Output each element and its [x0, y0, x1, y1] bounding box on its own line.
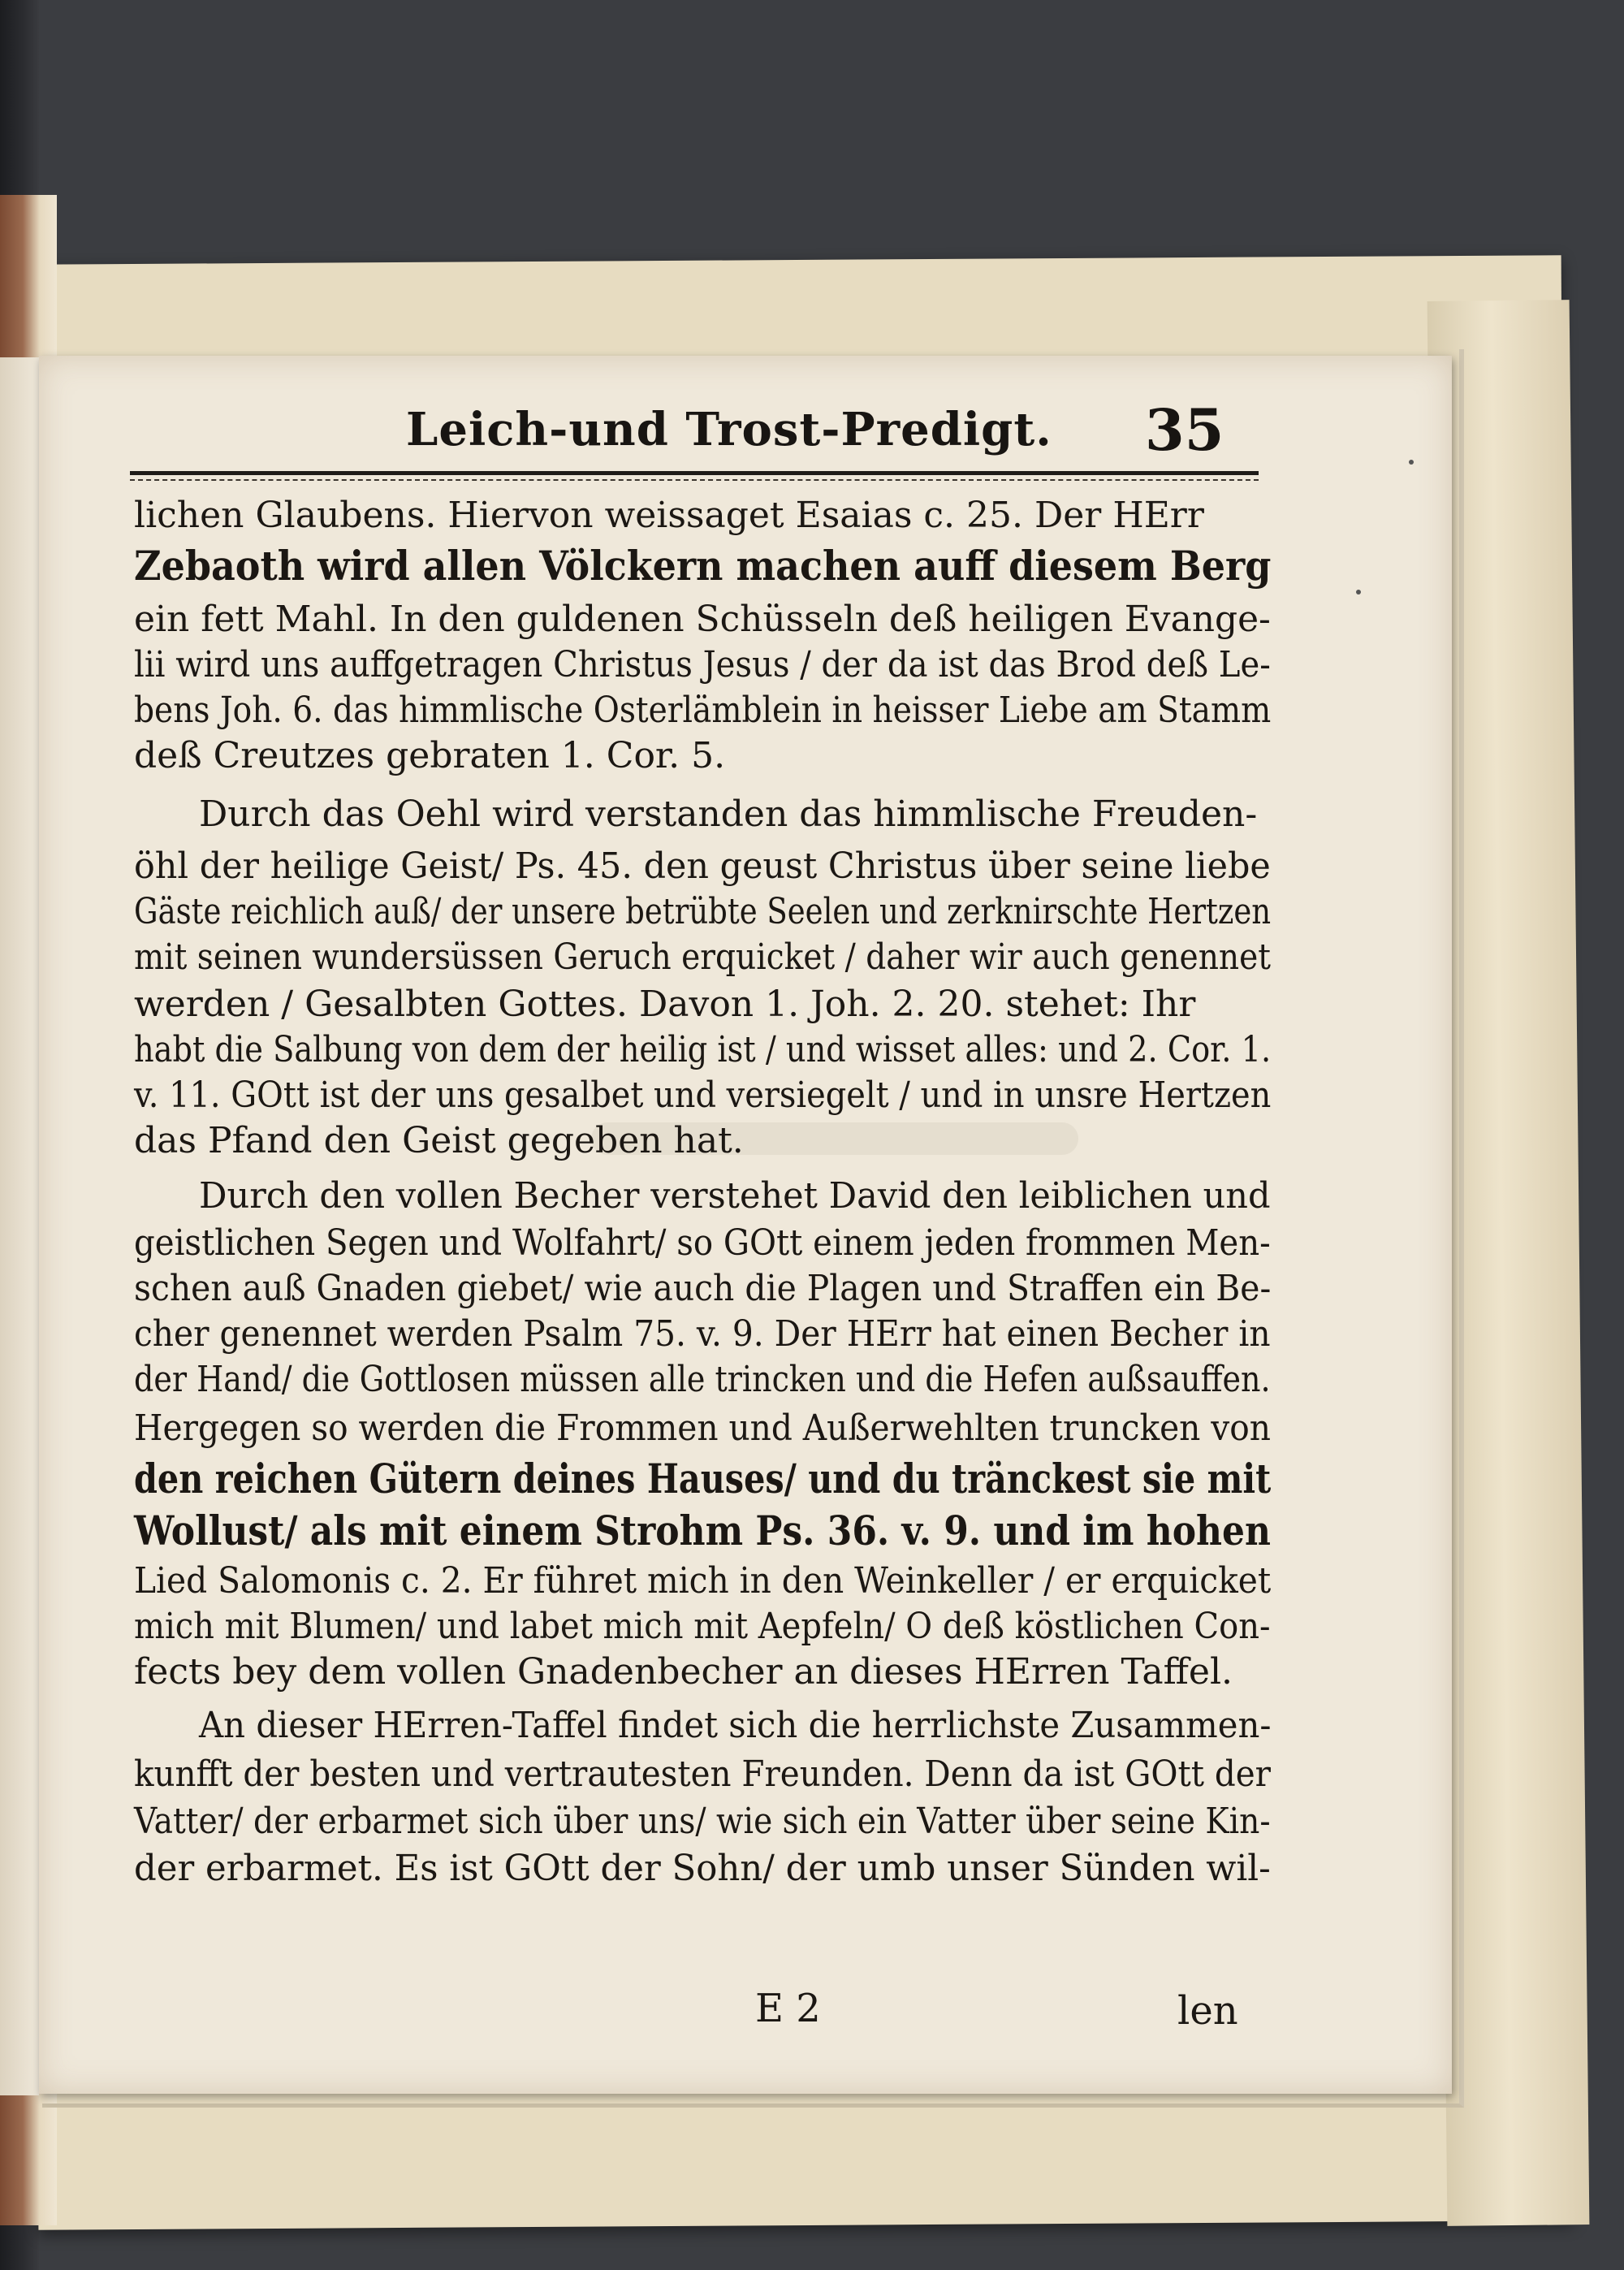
text-line: den reichen Gütern deines Hauses/ und du tränckest sie mit — [134, 1455, 1272, 1503]
page-number: 35 — [1145, 396, 1224, 464]
facing-page-edge — [0, 357, 39, 2095]
text-line: cher genennet werden Psalm 75. v. 9. Der HErr hat einen Becher in — [134, 1313, 1271, 1355]
text-line: lichen Glaubens. Hiervon weissaget Esaias c. 25. Der HErr — [134, 495, 1204, 536]
text-line: Gäste reichlich auß/ der unsere betrübte Seelen und zerknirschte Hertzen — [134, 891, 1272, 932]
text-line: schen auß Gnaden giebet/ wie auch die Plagen und Straffen ein Be- — [134, 1268, 1272, 1309]
margin-speck — [1356, 590, 1361, 595]
text-line: mich mit Blumen/ und labet mich mit Aepfeln/ O deß köstlichen Con- — [134, 1606, 1271, 1647]
text-line: deß Creutzes gebraten 1. Cor. 5. — [134, 735, 726, 776]
text-line: fects bey dem vollen Gnadenbecher an dieses HErren Taffel. — [134, 1651, 1233, 1693]
text-line: mit seinen wundersüssen Geruch erquicket / daher wir auch genennet — [134, 936, 1271, 978]
text-line: Hergegen so werden die Frommen und Außerwehlten truncken von — [134, 1407, 1271, 1449]
text-line: ein fett Mahl. In den guldenen Schüsseln deß heiligen Evange- — [134, 599, 1271, 640]
text-line: Lied Salomonis c. 2. Er führet mich in den Weinkeller / er erquicket — [134, 1560, 1272, 1602]
text-line: lii wird uns auffgetragen Christus Jesus / der da ist das Brod deß Le- — [134, 644, 1271, 685]
page-header — [130, 396, 1259, 464]
text-line: Vatter/ der erbarmet sich über uns/ wie sich ein Vatter über seine Kin- — [134, 1801, 1271, 1842]
text-line: v. 11. GOtt ist der uns gesalbet und versiegelt / und in unsre Hertzen — [134, 1074, 1272, 1116]
text-line: geistlichen Segen und Wolfahrt/ so GOtt einem jeden frommen Men- — [134, 1222, 1271, 1264]
text-line: An dieser HErren-Taffel findet sich die herrlichste Zusammen- — [199, 1705, 1272, 1746]
text-line: habt die Salbung von dem der heilig ist / und wisset alles: und 2. Cor. 1. — [134, 1029, 1272, 1070]
text-line: das Pfand den Geist gegeben hat. — [134, 1120, 744, 1161]
margin-speck — [1409, 460, 1414, 465]
text-line: werden / Gesalbten Gottes. Davon 1. Joh. 2. 20. stehet: Ihr — [134, 984, 1196, 1025]
text-line: der erbarmet. Es ist GOtt der Sohn/ der umb unser Sünden wil- — [134, 1848, 1271, 1889]
text-line: der Hand/ die Gottlosen müssen alle trincken und die Hefen außsauffen. — [134, 1359, 1271, 1400]
header-rule — [130, 471, 1259, 475]
text-line: kunfft der besten und vertrautesten Freunden. Denn da ist GOtt der — [134, 1753, 1271, 1795]
catchword: len — [1177, 1988, 1238, 2034]
signature-mark: E 2 — [755, 1986, 821, 2031]
header-rule-secondary — [130, 479, 1259, 481]
text-line: Durch den vollen Becher verstehet David den leiblichen und — [199, 1175, 1271, 1217]
text-line: bens Joh. 6. das himmlische Osterlämblein in heisser Liebe am Stamm — [134, 690, 1272, 731]
text-line: Zebaoth wird allen Völckern machen auff diesem Berg — [134, 542, 1272, 590]
text-line: Durch das Oehl wird verstanden das himmlische Freuden- — [199, 793, 1258, 835]
text-line: öhl der heilige Geist/ Ps. 45. den geust Christus über seine liebe — [134, 845, 1271, 887]
text-line: Wollust/ als mit einem Strohm Ps. 36. v. 9. und im hohen — [134, 1507, 1271, 1554]
running-head: Leich-und Trost-Predigt. — [406, 403, 1052, 456]
